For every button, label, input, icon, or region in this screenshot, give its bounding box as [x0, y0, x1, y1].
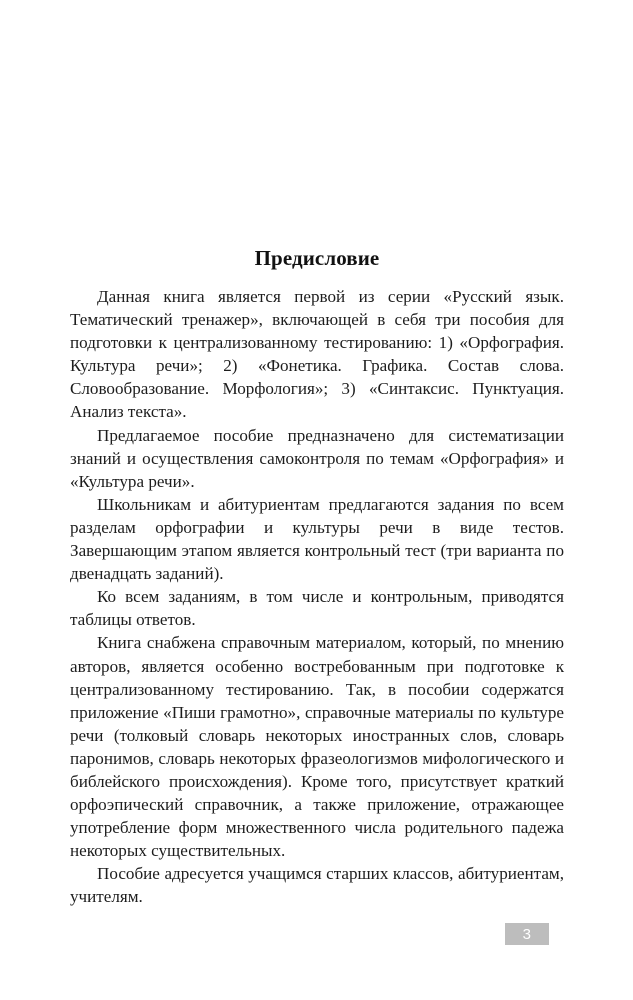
page-content	[70, 246, 564, 909]
paragraph: Предлагаемое пособие предназначено для систематизации знаний и осуществления самоконтроля по темам «Орфография» и «Культура речи».	[70, 425, 564, 491]
paragraph: Школьникам и абитуриентам предлагаются задания по всем разделам орфографии и культуры речи в виде тестов. Завершающим этапом является контрольный тест (три варианта по двенадцать заданий).	[70, 494, 564, 584]
page-title: Предисловие	[254, 246, 380, 270]
paragraph: Книга снабжена справочным материалом, который, по мнению авторов, является особенно востребованным при подготовке к централизованному тестированию. Так, в пособии содержатся приложение «Пиши грамотно», справочные материалы по культуре речи (толковый словарь некоторых иностранных слов, словарь паронимов, словарь некоторых фразеологизмов мифологического и библейского происхождения). Кроме того, присутствует краткий орфоэпический справочник, а также приложение, отражающее употребление форм множественного числа родительного падежа некоторых существительных.	[70, 633, 564, 861]
paragraph: Данная книга является первой из серии «Русский язык. Тематический тренажер», включающей в себя три пособия для подготовки к централизованному тестированию: 1) «Орфография. Культура речи»; 2) «Фонетика. Графика. Состав слова. Словообразование. Морфология»; 3) «Синтаксис. Пунктуация. Анализ текста».	[70, 287, 564, 422]
paragraph: Пособие адресуется учащимся старших классов, абитуриентам, учителям.	[70, 864, 564, 907]
page-number-label: 3	[522, 925, 532, 943]
paragraph: Ко всем заданиям, в том числе и контрольным, приводятся таблицы ответов.	[70, 587, 564, 630]
page-number-badge	[505, 923, 549, 945]
